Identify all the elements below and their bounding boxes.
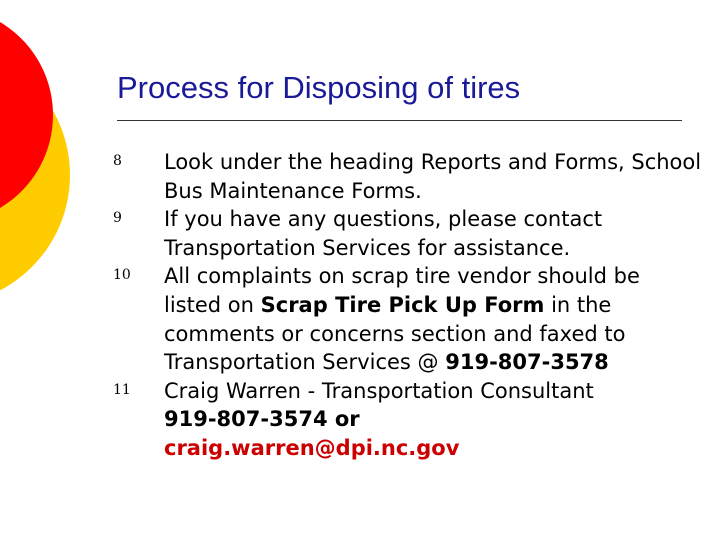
list-item — [113, 205, 703, 262]
list-item-number: 9 — [113, 210, 122, 227]
contact-phone: 919-807-3574 or — [164, 407, 360, 432]
form-name: Scrap Tire Pick Up Form — [260, 292, 545, 317]
fax-number: 919-807-3578 — [445, 350, 609, 375]
title-divider — [117, 120, 682, 121]
list-item — [113, 262, 703, 376]
list-item — [113, 148, 703, 205]
contact-email-link[interactable]: craig.warren@dpi.nc.gov — [164, 435, 460, 460]
list-item — [113, 377, 703, 463]
list-item-text — [164, 262, 703, 376]
contact-name: Craig Warren - Transportation Consultant — [164, 378, 594, 403]
numbered-list — [113, 148, 703, 463]
complaints-text-continued: in the comments or concerns section and faxed to Transportation Services @ — [164, 292, 626, 375]
list-item-text — [164, 377, 703, 463]
list-item-text: If you have any questions, please contact Transportation Services for assistance. — [164, 207, 603, 260]
list-item-number: 8 — [113, 153, 122, 169]
list-item-text: Look under the heading Reports and Forms, School Bus Maintenance Forms. — [164, 150, 702, 203]
list-item-number: 10 — [113, 267, 131, 284]
slide-title: Process for Disposing of tires — [117, 70, 521, 105]
complaints-text: All complaints on scrap tire vendor should be listed on — [164, 264, 640, 317]
list-item-number: 11 — [113, 381, 131, 398]
decorative-circles — [0, 0, 120, 300]
